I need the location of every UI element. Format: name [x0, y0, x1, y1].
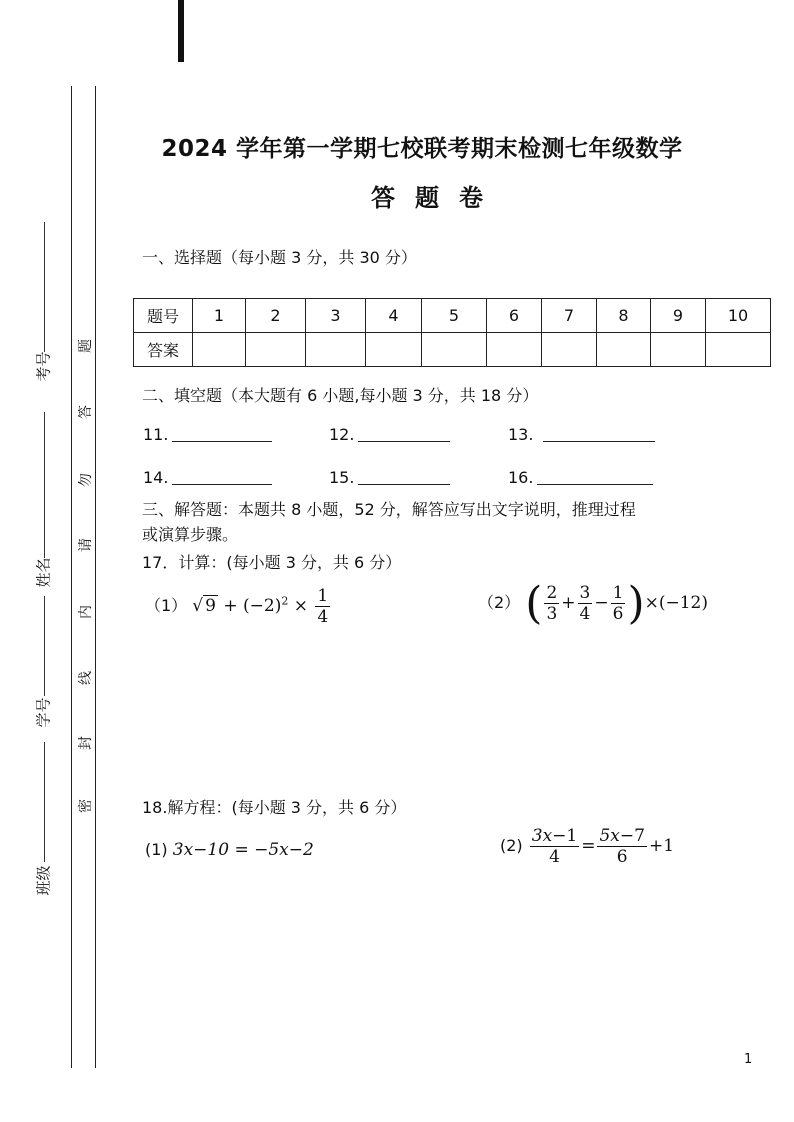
q18-part1-label: (1) [145, 840, 168, 859]
kaohao-label: 考号 [34, 351, 53, 382]
question-number: 6 [487, 299, 542, 333]
banji-label: 班级 [34, 865, 53, 896]
seal-char: 请 [78, 538, 94, 552]
q17-part2-expression: ( $\frac{2}{3}$ + $\frac{3}{4}$ − $\frac{1}{6}$ )×(−12) [525, 578, 708, 629]
xingming-label: 姓名 [34, 557, 53, 588]
question-number: 7 [542, 299, 597, 333]
answer-cell[interactable] [706, 333, 771, 367]
q17-heading: 17．计算：(每小题 3 分，共 6 分） [142, 553, 402, 572]
fill-item-11 [143, 425, 272, 444]
fill-blank[interactable] [543, 440, 655, 442]
margin-line-inner [95, 86, 96, 1068]
fill-item-number: 14. [143, 468, 169, 487]
seal-char: 勿 [78, 473, 94, 487]
fill-item-number: 12. [329, 425, 355, 444]
seal-char: 题 [78, 339, 94, 353]
fraction: $\frac{1}{4}$ [317, 586, 329, 627]
xuehao-label: 学号 [34, 697, 53, 728]
section1-heading: 一、选择题（每小题 3 分，共 30 分） [142, 248, 417, 267]
kaohao-line[interactable] [44, 222, 45, 352]
answer-cell[interactable] [422, 333, 487, 367]
answer-cell[interactable] [306, 333, 366, 367]
question-number: 2 [246, 299, 306, 333]
answer-cell[interactable] [651, 333, 706, 367]
sqrt-symbol: √ 9 [192, 596, 216, 616]
fill-blank[interactable] [172, 440, 272, 442]
section3-heading [142, 497, 742, 547]
question-number: 4 [366, 299, 422, 333]
fill-item-15 [329, 468, 450, 487]
answer-cell[interactable] [246, 333, 306, 367]
seal-char: 内 [78, 605, 94, 619]
table-row-answers [134, 333, 771, 367]
question-number: 5 [422, 299, 487, 333]
banji-line[interactable] [44, 742, 45, 862]
section3-heading-line2: 或演算步骤。 [142, 525, 239, 544]
fill-blank[interactable] [358, 440, 450, 442]
q17-part2 [478, 578, 708, 629]
q17-part2-label: （2） [478, 593, 521, 612]
banji-field [20, 865, 60, 910]
q18-part2-equation: $\frac{3x-1}{4}$ = $\frac{5x-7}{6}$ +1 [531, 826, 675, 867]
fill-blank[interactable] [172, 483, 272, 485]
q17-part1-expression: √ $9 + (-2)^2$ × $\frac{1}{4}$ [192, 586, 329, 627]
fill-item-number: 11. [143, 425, 169, 444]
answer-cell[interactable] [366, 333, 422, 367]
answer-table [133, 298, 771, 367]
page-subtitle: 答题卷 [371, 184, 503, 212]
question-number: 3 [306, 299, 366, 333]
answer-cell[interactable] [193, 333, 246, 367]
fill-item-number: 16. [508, 468, 534, 487]
answer-cell[interactable] [597, 333, 651, 367]
page-title: 2024 学年第一学期七校联考期末检测七年级数学 [161, 136, 683, 162]
xuehao-line[interactable] [44, 596, 45, 696]
row-label-answer: 答案 [134, 333, 193, 367]
q18-part2 [500, 826, 674, 867]
margin-line-outer [71, 86, 72, 1068]
row-label-number: 题号 [134, 299, 193, 333]
fill-item-number: 13. [508, 425, 534, 444]
fill-item-12 [329, 425, 450, 444]
q18-heading: 18.解方程：(每小题 3 分，共 6 分） [142, 798, 407, 817]
question-number: 10 [706, 299, 771, 333]
section2-heading: 二、填空题（本大题有 6 小题,每小题 3 分，共 18 分） [142, 386, 539, 405]
table-row-numbers [134, 299, 771, 333]
q17-part1-label: （1） [145, 596, 188, 615]
q18-part1-equation: 3x−10 = −5x−2 [172, 840, 314, 860]
question-number: 8 [597, 299, 651, 333]
seal-char: 封 [78, 736, 94, 750]
xuehao-field [20, 697, 60, 742]
seal-char: 密 [78, 799, 94, 813]
fill-blank[interactable] [358, 483, 450, 485]
binding-mark [178, 0, 184, 62]
q18-part2-label: (2) [500, 836, 523, 855]
seal-char: 线 [78, 671, 94, 685]
xingming-field [20, 557, 60, 602]
question-number: 1 [193, 299, 246, 333]
q17-part1 [145, 586, 332, 627]
fill-item-number: 15. [329, 468, 355, 487]
seal-char: 答 [78, 405, 94, 419]
fill-item-16 [508, 468, 653, 487]
section3-heading-line1: 三、解答题：本题共 8 小题，52 分，解答应写出文字说明，推理过程 [142, 500, 636, 519]
fill-blank[interactable] [537, 483, 653, 485]
q18-part1 [145, 840, 314, 860]
answer-cell[interactable] [487, 333, 542, 367]
kaohao-field [20, 351, 60, 396]
answer-cell[interactable] [542, 333, 597, 367]
fill-item-14 [143, 468, 272, 487]
page-number: 1 [744, 1052, 753, 1067]
xingming-line[interactable] [44, 412, 45, 558]
question-number: 9 [651, 299, 706, 333]
fill-item-13 [508, 425, 655, 444]
